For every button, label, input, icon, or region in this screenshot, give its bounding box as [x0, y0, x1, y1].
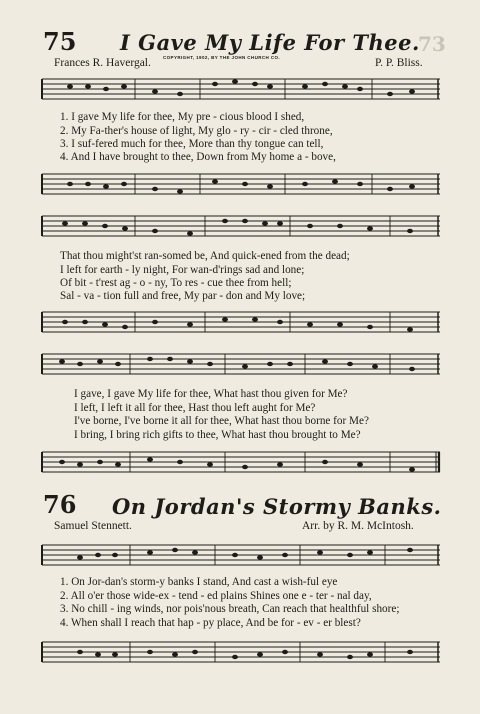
- hymn-title: I Gave My Life For Thee.: [120, 30, 420, 55]
- copyright-notice: COPYRIGHT, 1902, BY THE JOHN CHURCH CO.: [163, 55, 281, 60]
- verse-line: 1. I gave My life for thee, My pre - cious blood I shed,: [60, 111, 305, 123]
- verse-line: 2. My Fa-ther's house of light, My glo - ry - cir - cled throne,: [60, 125, 333, 137]
- verse-line: I gave, I gave My life for thee, What hast thou given for Me?: [74, 388, 348, 400]
- hymn-number: 75: [43, 27, 77, 56]
- hymn-title: On Jordan's Stormy Banks.: [112, 494, 442, 519]
- author-credit: Samuel Stennett.: [54, 520, 132, 532]
- verse-line: 4. And I have brought to thee, Down from My home a - bove,: [60, 151, 336, 163]
- verse-line: 2. All o'er those wide-ex - tend - ed plains Shines one e - ter - nal day,: [60, 590, 372, 602]
- verse-line: I left, I left it all for thee, Hast thou left aught for Me?: [74, 402, 316, 414]
- verse-line: 3. No chill - ing winds, nor pois'nous breath, Can reach that healthful shore;: [60, 603, 400, 615]
- music-staff-bass-4: [40, 634, 442, 670]
- music-staff-treble-4: [40, 537, 442, 573]
- author-credit: Frances R. Havergal.: [54, 57, 151, 69]
- music-staff-treble-2: [40, 208, 442, 244]
- ghost-page-number: 73: [418, 32, 446, 56]
- arranger-credit: Arr. by R. M. McIntosh.: [302, 520, 414, 532]
- hymn-number: 76: [43, 490, 77, 519]
- verse-line: 4. When shall I reach that hap - py place, And be for - ev - er blest?: [60, 617, 361, 629]
- verse-line: Of bit - t'rest ag - o - ny, To res - cue thee from hell;: [60, 277, 292, 289]
- music-staff-treble-3: [40, 346, 442, 382]
- verse-line: I bring, I bring rich gifts to thee, What hast thou brought to Me?: [74, 429, 361, 441]
- verse-line: 1. On Jor-dan's storm-y banks I stand, And cast a wish-ful eye: [60, 576, 338, 588]
- music-staff-bass-2: [40, 304, 442, 338]
- verse-line: 3. I suf-fered much for thee, More than thy tongue can tell,: [60, 138, 324, 150]
- music-staff-treble-1: [40, 73, 442, 107]
- verse-line: I've borne, I've borne it all for thee, What hast thou borne for Me?: [74, 415, 369, 427]
- music-staff-bass-3: [40, 444, 442, 480]
- verse-line: I left for earth - ly night, For wan-d'rings sad and lone;: [60, 264, 305, 276]
- composer-credit: P. P. Bliss.: [375, 57, 423, 69]
- verse-line: Sal - va - tion full and free, My par - don and My love;: [60, 290, 306, 302]
- verse-line: That thou might'st ran-somed be, And quick-ened from the dead;: [60, 250, 350, 262]
- music-staff-bass-1: [40, 166, 442, 200]
